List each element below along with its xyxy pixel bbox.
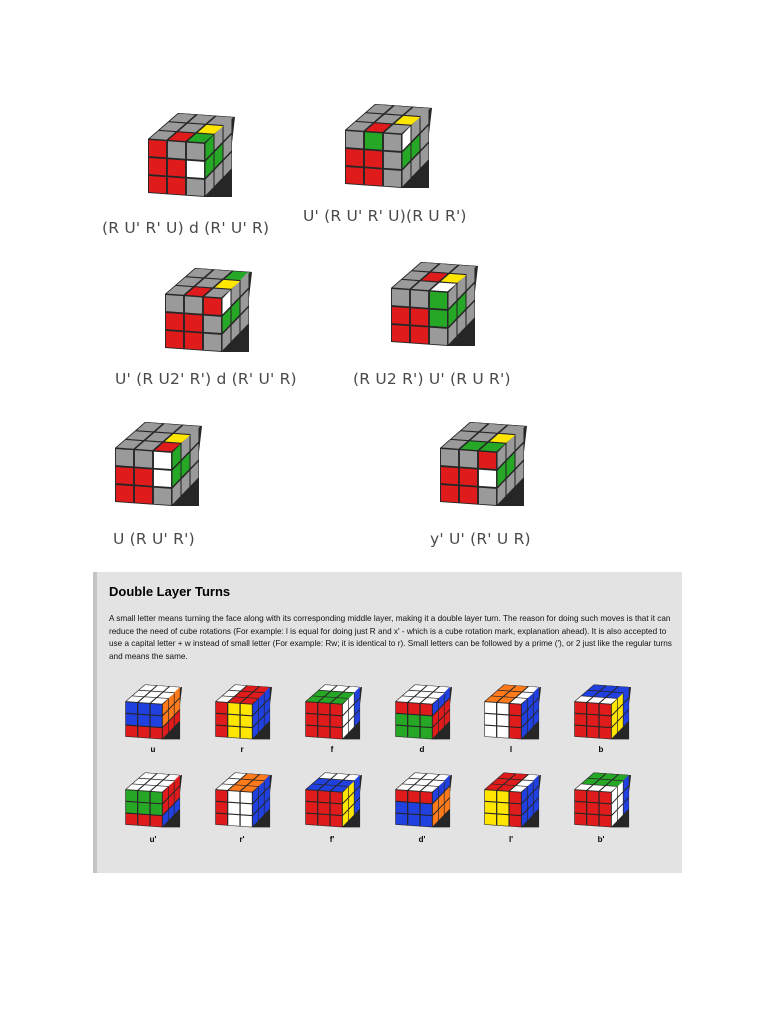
sticker [151, 727, 162, 738]
sticker [411, 326, 428, 343]
sticker [421, 716, 432, 727]
sticker [149, 140, 166, 157]
panel-left-border [93, 572, 97, 873]
sticker [365, 150, 382, 167]
sticker [510, 792, 521, 803]
sticker [318, 715, 329, 726]
turn-label: b [598, 745, 604, 754]
sticker [166, 313, 183, 330]
turn-label: u' [149, 835, 157, 844]
sticker [187, 143, 204, 160]
sticker [600, 727, 611, 738]
algorithm-label: (R U' R' U) d (R' U' R) [102, 219, 270, 237]
sticker [241, 704, 252, 715]
sticker [575, 790, 586, 801]
sticker [116, 467, 133, 484]
sticker [241, 727, 252, 738]
turn-cube-b [571, 680, 633, 740]
turn-cube-u [122, 680, 184, 740]
sticker [384, 170, 401, 187]
sticker [228, 727, 239, 738]
sticker [600, 716, 611, 727]
algorithm-label: y' U' (R' U R) [430, 530, 531, 548]
sticker [241, 804, 252, 815]
sticker [485, 814, 496, 825]
sticker [331, 704, 342, 715]
sticker [151, 792, 162, 803]
sticker [138, 715, 149, 726]
sticker [575, 726, 586, 737]
sticker [396, 802, 407, 813]
sticker [408, 727, 419, 738]
cube-diagram [160, 262, 255, 352]
sticker [168, 159, 185, 176]
sticker [441, 485, 458, 502]
sticker [187, 179, 204, 196]
sticker [497, 791, 508, 802]
sticker [331, 792, 342, 803]
sticker [126, 714, 137, 725]
sticker [216, 702, 227, 713]
turn-label: b' [597, 835, 605, 844]
sticker [396, 726, 407, 737]
section-title: Double Layer Turns [109, 584, 231, 599]
sticker [126, 802, 137, 813]
sticker [408, 815, 419, 826]
sticker [485, 702, 496, 713]
algorithm-label: U' (R U' R' U)(R U R') [303, 207, 467, 225]
sticker [151, 716, 162, 727]
cube-diagram [143, 107, 238, 197]
turn-label: d' [418, 835, 426, 844]
sticker [331, 716, 342, 727]
sticker [318, 727, 329, 738]
sticker [600, 704, 611, 715]
sticker [204, 298, 221, 315]
sticker [216, 790, 227, 801]
turn-cube-l-prime [481, 768, 543, 828]
sticker [408, 715, 419, 726]
algorithm-label: (R U2 R') U' (R U R') [353, 370, 511, 388]
sticker [204, 334, 221, 351]
sticker [241, 716, 252, 727]
sticker [187, 161, 204, 178]
sticker [306, 726, 317, 737]
sticker [408, 803, 419, 814]
sticker [392, 289, 409, 306]
turn-cube-l [481, 680, 543, 740]
sticker [396, 702, 407, 713]
sticker [346, 149, 363, 166]
sticker [318, 703, 329, 714]
sticker [151, 815, 162, 826]
turn-cube-u-prime [122, 768, 184, 828]
sticker [510, 804, 521, 815]
sticker [587, 803, 598, 814]
sticker [138, 815, 149, 826]
sticker [126, 790, 137, 801]
sticker [331, 727, 342, 738]
algorithm-label: U (R U' R') [113, 530, 195, 548]
sticker [346, 131, 363, 148]
sticker [306, 814, 317, 825]
sticker [138, 791, 149, 802]
sticker [485, 802, 496, 813]
sticker [365, 168, 382, 185]
turn-cube-d-prime [392, 768, 454, 828]
sticker [408, 703, 419, 714]
sticker [331, 815, 342, 826]
sticker [154, 470, 171, 487]
sticker [421, 792, 432, 803]
sticker [460, 450, 477, 467]
sticker [216, 814, 227, 825]
sticker [168, 141, 185, 158]
sticker [228, 715, 239, 726]
sticker [228, 815, 239, 826]
sticker [228, 791, 239, 802]
turn-label: r [240, 745, 244, 754]
sticker [306, 702, 317, 713]
sticker [241, 792, 252, 803]
cube-diagram [386, 256, 481, 346]
sticker [365, 132, 382, 149]
sticker [421, 815, 432, 826]
sticker [135, 468, 152, 485]
sticker [116, 485, 133, 502]
sticker [497, 815, 508, 826]
sticker [392, 307, 409, 324]
sticker [575, 802, 586, 813]
sticker [154, 488, 171, 505]
sticker [600, 792, 611, 803]
turn-cube-b-prime [571, 768, 633, 828]
turn-cube-d [392, 680, 454, 740]
sticker [185, 296, 202, 313]
sticker [154, 452, 171, 469]
sticker [135, 486, 152, 503]
sticker [587, 715, 598, 726]
sticker [587, 703, 598, 714]
sticker [384, 152, 401, 169]
sticker [138, 803, 149, 814]
sticker [126, 702, 137, 713]
sticker [411, 290, 428, 307]
turn-label: r' [239, 835, 245, 844]
sticker [441, 449, 458, 466]
sticker [600, 804, 611, 815]
sticker [384, 134, 401, 151]
sticker [600, 815, 611, 826]
turn-cube-f [302, 680, 364, 740]
sticker [168, 177, 185, 194]
algorithm-label: U' (R U2' R') d (R' U' R) [115, 370, 297, 388]
sticker [306, 714, 317, 725]
sticker [149, 158, 166, 175]
sticker [497, 727, 508, 738]
sticker [396, 814, 407, 825]
sticker [430, 328, 447, 345]
sticker [430, 310, 447, 327]
sticker [510, 727, 521, 738]
sticker [575, 814, 586, 825]
sticker [510, 704, 521, 715]
sticker [216, 726, 227, 737]
sticker [421, 727, 432, 738]
sticker [151, 704, 162, 715]
sticker [135, 450, 152, 467]
turn-cube-r [212, 680, 274, 740]
sticker [149, 176, 166, 193]
sticker [396, 714, 407, 725]
sticker [479, 452, 496, 469]
sticker [306, 790, 317, 801]
turn-label: f' [329, 835, 335, 844]
sticker [306, 802, 317, 813]
sticker [151, 804, 162, 815]
sticker [479, 488, 496, 505]
sticker [575, 714, 586, 725]
turn-label: f [330, 745, 334, 754]
sticker [396, 790, 407, 801]
sticker [346, 167, 363, 184]
sticker [510, 815, 521, 826]
sticker [126, 726, 137, 737]
sticker [204, 316, 221, 333]
sticker [587, 815, 598, 826]
sticker [116, 449, 133, 466]
section-description: A small letter means turning the face along with its corresponding middle layer, making it a double layer turn. The reason for doing such moves is that it can reduce the need of cube rotations (For example: l is equal for doing just R and x' - which is a cube rotation mark, explanation ahead). It is also accepted to use a capital letter + w instead of small letter (For example: Rw; it is identical to r). Small letters can be followed by a prime ('), or 2 just like the regular turns and means the same. [109, 614, 672, 661]
sticker [166, 331, 183, 348]
sticker [331, 804, 342, 815]
sticker [166, 295, 183, 312]
sticker [318, 803, 329, 814]
sticker [485, 790, 496, 801]
cube-diagram [340, 98, 435, 188]
sticker [479, 470, 496, 487]
turn-cube-r-prime [212, 768, 274, 828]
sticker [497, 703, 508, 714]
sticker [138, 703, 149, 714]
sticker [185, 332, 202, 349]
sticker [497, 715, 508, 726]
sticker [318, 791, 329, 802]
sticker [126, 814, 137, 825]
sticker [460, 468, 477, 485]
sticker [460, 486, 477, 503]
sticker [241, 815, 252, 826]
sticker [485, 714, 496, 725]
sticker [228, 803, 239, 814]
sticker [587, 791, 598, 802]
cube-diagram [110, 416, 205, 506]
sticker [216, 714, 227, 725]
turn-label: l' [508, 835, 514, 844]
turn-label: d [419, 745, 425, 754]
sticker [441, 467, 458, 484]
sticker [497, 803, 508, 814]
sticker [575, 702, 586, 713]
sticker [510, 716, 521, 727]
sticker [485, 726, 496, 737]
sticker [228, 703, 239, 714]
sticker [587, 727, 598, 738]
turn-label: l [509, 745, 513, 754]
sticker [430, 292, 447, 309]
cube-diagram [435, 416, 530, 506]
sticker [318, 815, 329, 826]
sticker [216, 802, 227, 813]
sticker [421, 804, 432, 815]
sticker [185, 314, 202, 331]
sticker [408, 791, 419, 802]
sticker [392, 325, 409, 342]
sticker [411, 308, 428, 325]
sticker [421, 704, 432, 715]
turn-label: u [150, 745, 156, 754]
turn-cube-f-prime [302, 768, 364, 828]
sticker [138, 727, 149, 738]
